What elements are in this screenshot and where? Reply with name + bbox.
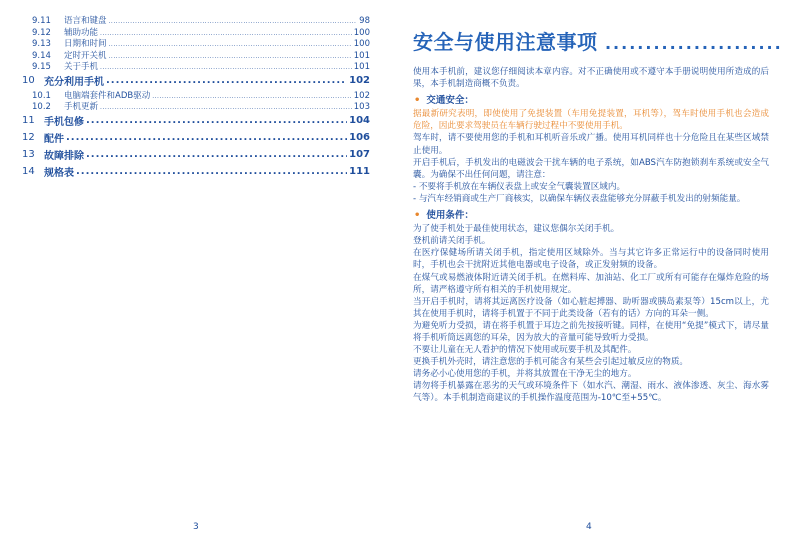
toc-leader-dots bbox=[109, 41, 352, 48]
toc-chapter-number: 12 bbox=[22, 131, 35, 143]
toc-chapter-title: 手机包修 bbox=[44, 116, 84, 128]
toc-leader-dots bbox=[152, 93, 352, 100]
toc-chapter-title: 故障排除 bbox=[44, 150, 84, 162]
toc-entry[interactable] bbox=[22, 100, 370, 112]
toc-entry-page: 100 bbox=[353, 39, 370, 49]
toc-chapter-title: 充分利用手机 bbox=[44, 76, 104, 88]
toc-entry-title: 定时开关机 bbox=[64, 50, 107, 60]
bullet-icon: • bbox=[414, 95, 421, 107]
toc-chapter-number: 11 bbox=[22, 114, 35, 126]
paragraph: 登机前请关闭手机。 bbox=[413, 236, 491, 247]
toc-entry-title: 日期和时间 bbox=[64, 39, 107, 49]
toc-chapter-page: 111 bbox=[349, 165, 370, 177]
toc-entry-title: 语言和键盘 bbox=[64, 16, 107, 26]
section-heading-text: 使用条件： bbox=[426, 210, 474, 222]
toc-entry-number: 9.12 bbox=[32, 27, 51, 37]
toc-entry-title: 电脑端套件和ADB驱动 bbox=[64, 90, 151, 100]
toc-entry-number: 9.11 bbox=[32, 16, 51, 26]
toc-chapter-page: 106 bbox=[349, 131, 370, 143]
toc-entry-number: 9.15 bbox=[32, 62, 51, 72]
toc-leader-dots bbox=[106, 75, 347, 86]
paragraph: 驾车时，请不要使用您的手机和耳机听音乐或广播。使用耳机同样也十分危险且在某些区域禁止使用。 bbox=[413, 133, 769, 156]
paragraph: 请务必小心使用您的手机，并将其放置在干净无尘的地方。 bbox=[413, 369, 637, 380]
toc-chapter[interactable] bbox=[22, 72, 370, 89]
paragraph: 为避免听力受损，请在将手机置于耳边之前先按接听键。同样，在使用“免提”模式下，请尽量将手机听筒远离您的耳朵，因为放大的音量可能导致听力受损。 bbox=[413, 320, 769, 343]
toc-chapter[interactable] bbox=[22, 129, 370, 146]
toc-entry-page: 98 bbox=[359, 16, 370, 26]
toc-leader-dots bbox=[100, 64, 352, 71]
paragraph: 开启手机后，手机发出的电磁波会干扰车辆的电子系统，如ABS汽车防抱锁刹车系统或安全气囊。为确保不出任何问题，请注意： bbox=[413, 157, 769, 180]
right-page bbox=[393, 0, 786, 559]
toc-leader-dots bbox=[100, 104, 352, 111]
page-title bbox=[413, 26, 783, 55]
bullet-icon: • bbox=[414, 210, 421, 222]
warning-paragraph: 据最新研究表明，即使使用了免提装置（车用免提装置，耳机等），驾车时使用手机也会造成危险，因此要求驾驶员在车辆行驶过程中不要使用手机。 bbox=[413, 109, 769, 132]
toc-leader-dots bbox=[109, 18, 358, 25]
toc-entry[interactable] bbox=[22, 49, 370, 61]
paragraph: 请勿将手机暴露在恶劣的天气或环境条件下（如水汽、潮湿、雨水、液体渗透、灰尘、海水雾气等）。本手机制造商建议的手机操作温度范围为-10℃至+55℃。 bbox=[413, 381, 769, 404]
intro-paragraph: 使用本手机前，建议您仔细阅读本章内容。对不正确使用或不遵守本手册说明使用所造成的后果，本手机制造商概不负责。 bbox=[413, 67, 769, 90]
page-number: 3 bbox=[193, 522, 199, 532]
toc-entry[interactable] bbox=[22, 14, 370, 26]
section-heading-text: 交通安全： bbox=[426, 95, 474, 107]
toc-chapter-title: 规格表 bbox=[44, 167, 74, 179]
toc-entry-page: 101 bbox=[353, 50, 370, 60]
toc-leader-dots bbox=[100, 30, 352, 37]
toc-entry-page: 100 bbox=[353, 27, 370, 37]
toc-entry-page: 101 bbox=[353, 62, 370, 72]
paragraph: 当开启手机时，请将其远离医疗设备（如心脏起搏器、助听器或胰岛素泵等）15cm以上，尤其在使用手机时，请将手机置于不同于此类设备（若有的话）方向的耳朵一侧。 bbox=[413, 296, 769, 319]
toc-entry[interactable] bbox=[22, 60, 370, 72]
dash-list-item: - 不要将手机放在车辆仪表盘上或安全气囊装置区域内。 bbox=[413, 181, 626, 192]
toc-entry-number: 9.13 bbox=[32, 39, 51, 49]
toc-entry-title: 手机更新 bbox=[64, 102, 99, 112]
paragraph: 在医疗保健场所请关闭手机，指定使用区域除外。当与其它许多正常运行中的设备同时使用时，手机也会干扰附近其他电器或电子设备，或正发射频的设备。 bbox=[413, 248, 769, 271]
toc-chapter-page: 104 bbox=[349, 114, 370, 126]
toc-entry-title: 辅助功能 bbox=[64, 27, 99, 37]
toc-chapter-title: 配件 bbox=[44, 133, 64, 145]
toc-entry-title: 关于手机 bbox=[64, 62, 99, 72]
toc-chapter-number: 14 bbox=[22, 165, 35, 177]
toc-entry-page: 102 bbox=[353, 90, 370, 100]
toc-entry-page: 103 bbox=[353, 102, 370, 112]
toc-chapter[interactable] bbox=[22, 163, 370, 180]
section-heading bbox=[413, 95, 769, 107]
toc-entry-number: 9.14 bbox=[32, 50, 51, 60]
paragraph: 更换手机外壳时，请注意您的手机可能含有某些会引起过敏反应的物质。 bbox=[413, 357, 689, 368]
toc-leader-dots bbox=[76, 166, 347, 177]
page-title-dots: ...................... bbox=[604, 34, 783, 53]
toc-chapter-number: 13 bbox=[22, 148, 35, 160]
page-body bbox=[413, 66, 769, 405]
toc-chapter[interactable] bbox=[22, 146, 370, 163]
table-of-contents bbox=[22, 14, 370, 180]
toc-entry[interactable] bbox=[22, 26, 370, 38]
toc-entry[interactable] bbox=[22, 37, 370, 49]
paragraph: 为了使手机处于最佳使用状态，建议您偶尔关闭手机。 bbox=[413, 224, 620, 235]
toc-chapter[interactable] bbox=[22, 112, 370, 129]
dash-list-item: - 与汽车经销商或生产厂商核实，以确保车辆仪表盘能够充分屏蔽手机发出的射频能量。 bbox=[413, 193, 746, 204]
section-heading bbox=[413, 210, 769, 222]
toc-chapter-number: 10 bbox=[22, 74, 35, 86]
toc-entry-number: 10.1 bbox=[32, 90, 51, 100]
toc-entry[interactable] bbox=[22, 89, 370, 101]
toc-leader-dots bbox=[66, 132, 347, 143]
paragraph: 不要让儿童在无人看护的情况下使用或玩要手机及其配件。 bbox=[413, 345, 637, 356]
toc-chapter-page: 107 bbox=[349, 148, 370, 160]
toc-leader-dots bbox=[86, 149, 347, 160]
page-title-text: 安全与使用注意事项 bbox=[413, 30, 598, 54]
toc-chapter-page: 102 bbox=[349, 74, 370, 86]
paragraph: 在煤气或易燃液体附近请关闭手机。在燃料库、加油站、化工厂或所有可能存在爆炸危险的场所，请严格遵守所有相关的手机使用规定。 bbox=[413, 272, 769, 295]
toc-leader-dots bbox=[86, 115, 347, 126]
toc-entry-number: 10.2 bbox=[32, 102, 51, 112]
page-number: 4 bbox=[586, 522, 592, 532]
toc-leader-dots bbox=[109, 53, 352, 60]
